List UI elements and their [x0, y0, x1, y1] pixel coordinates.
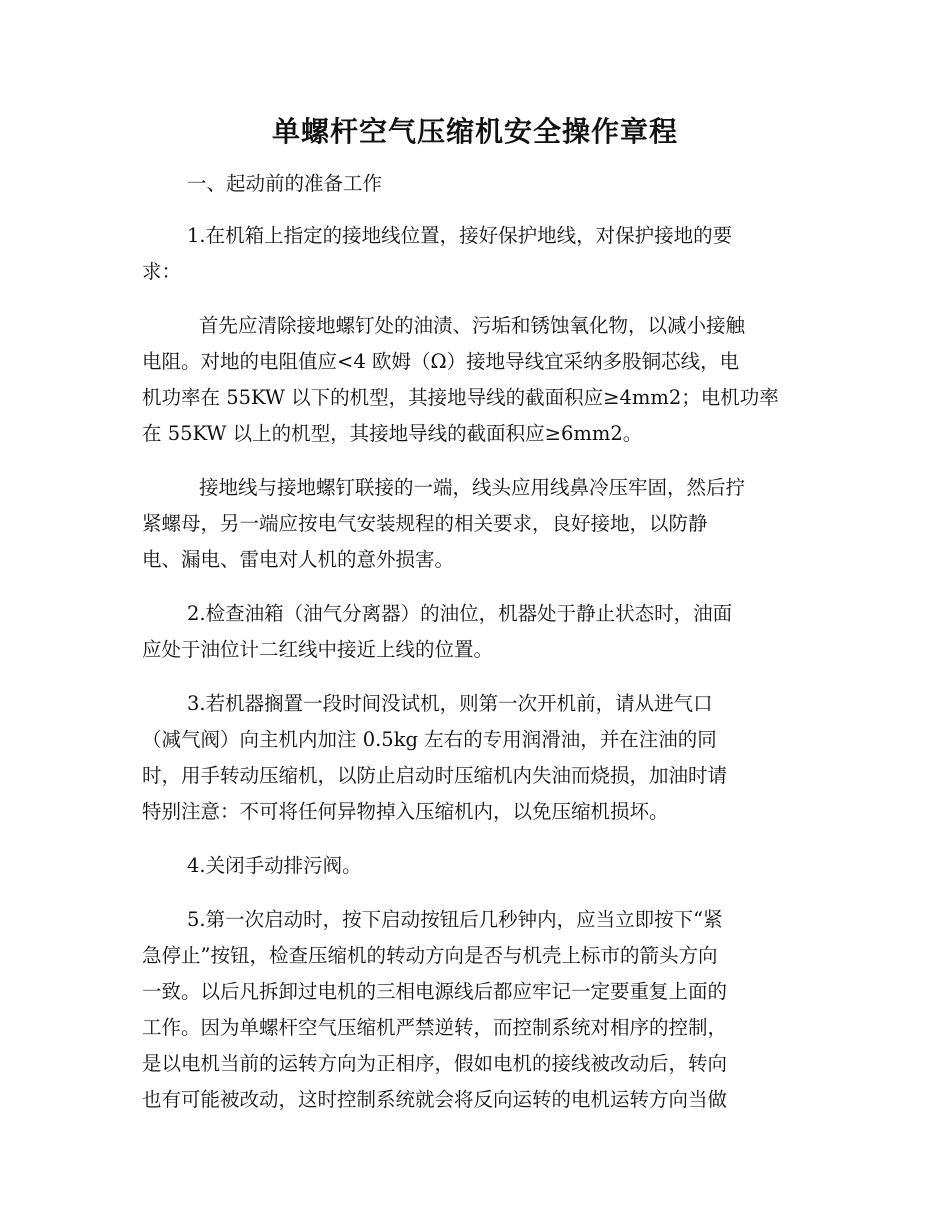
paragraph-line: 2.检查油箱（油气分离器）的油位，机器处于静止状态时，油面 — [187, 602, 733, 625]
paragraph-line: 3.若机器搁置一段时间没试机，则第一次开机前，请从进气口 — [187, 692, 713, 715]
paragraph-line: 首先应清除接地螺钉处的油渍、污垢和锈蚀氧化物，以减小接触 — [199, 314, 746, 337]
paragraph-line: 时，用手转动压缩机，以防止启动时压缩机内失油而烧损，加油时请 — [142, 764, 728, 787]
paragraph-line: 一致。以后凡拆卸过电机的三相电源线后都应牢记一定要重复上面的 — [142, 980, 728, 1003]
paragraph-line: 电、漏电、雷电对人机的意外损害。 — [142, 548, 455, 571]
paragraph-line: 电阻。对地的电阻值应<4 欧姆（Ω）接地导线宜采纳多股铜芯线，电 — [142, 350, 740, 373]
paragraph-line: 急停止”按钮，检查压缩机的转动方向是否与机壳上标市的箭头方向 — [142, 944, 718, 967]
document-title: 单螺杆空气压缩机安全操作章程 — [271, 115, 678, 148]
paragraph-line: 接地线与接地螺钉联接的一端，线头应用线鼻冷压牢固，然后拧 — [199, 476, 746, 499]
paragraph-line: 在 55KW 以上的机型，其接地导线的截面积应≥6mm2。 — [142, 422, 643, 445]
paragraph-line: 紧螺母，另一端应按电气安装规程的相关要求，良好接地，以防静 — [142, 512, 708, 535]
paragraph-line: 5.第一次启动时，按下启动按钮后几秒钟内，应当立即按下“紧 — [187, 908, 723, 931]
paragraph-line: 求： — [142, 260, 182, 283]
paragraph-line: 应处于油位计二红线中接近上线的位置。 — [142, 638, 494, 661]
paragraph-line: 工作。因为单螺杆空气压缩机严禁逆转，而控制系统对相序的控制， — [142, 1016, 728, 1039]
paragraph-line: 特别注意：不可将任何异物掉入压缩机内，以免压缩机损坏。 — [142, 800, 669, 823]
paragraph-line: 4.关闭手动排污阀。 — [187, 854, 362, 877]
paragraph-line: （减气阀）向主机内加注 0.5kg 左右的专用润滑油，并在注油的同 — [142, 728, 717, 751]
paragraph-line: 1.在机箱上指定的接地线位置，接好保护地线，对保护接地的要 — [187, 224, 733, 247]
paragraph-line: 也有可能被改动，这时控制系统就会将反向运转的电机运转方向当做 — [142, 1088, 728, 1111]
paragraph-line: 是以电机当前的运转方向为正相序，假如电机的接线被改动后，转向 — [142, 1052, 728, 1075]
section-heading: 一、起动前的准备工作 — [187, 172, 383, 195]
paragraph-line: 机功率在 55KW 以下的机型，其接地导线的截面积应≥4mm2；电机功率 — [142, 386, 779, 409]
